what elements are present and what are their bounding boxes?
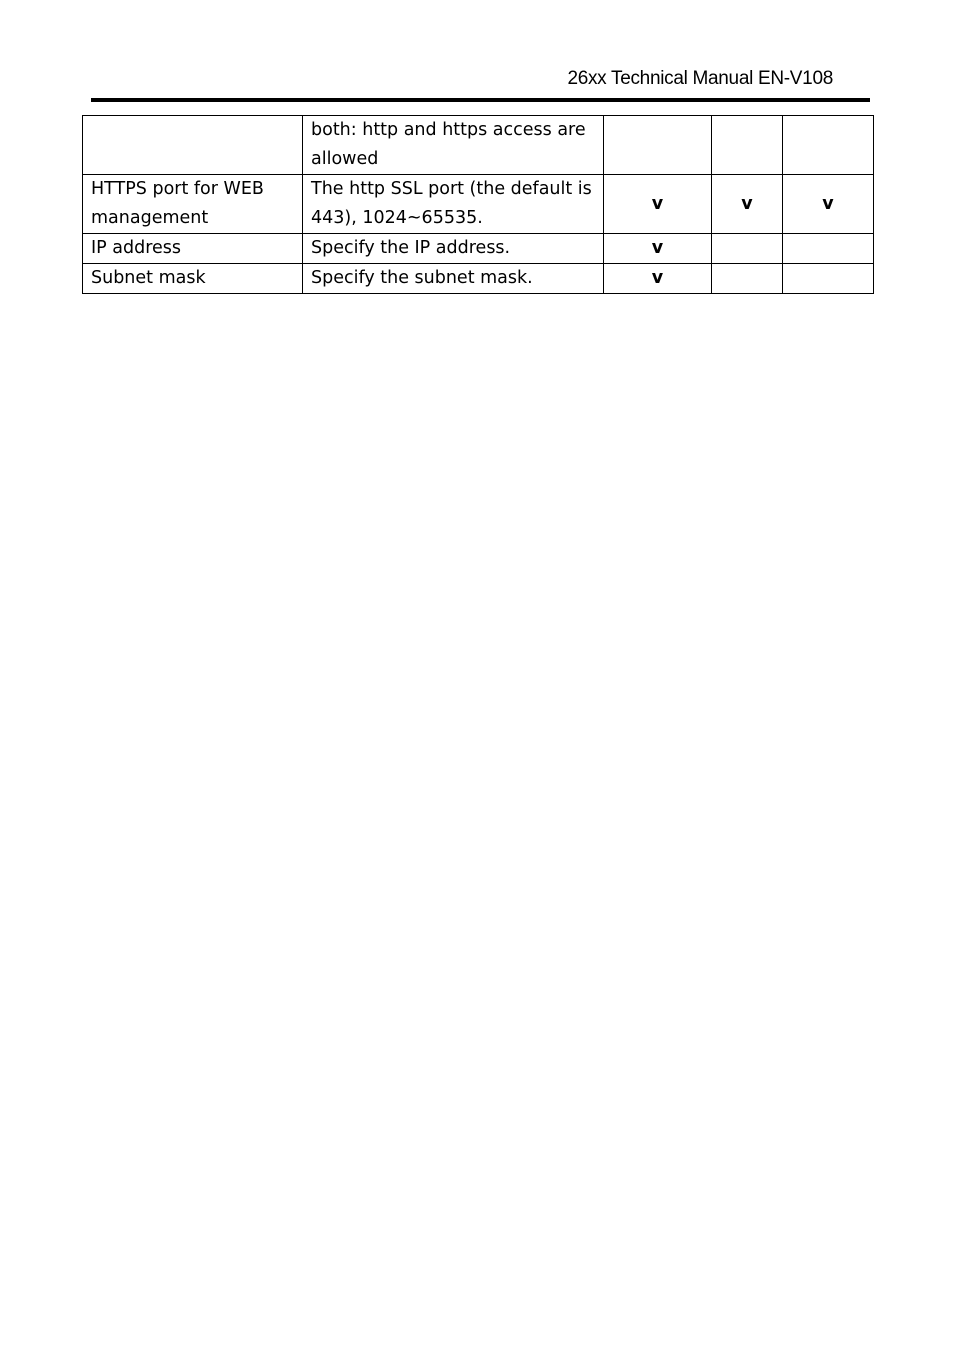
mark-cell: v	[604, 175, 712, 234]
mark-cell	[712, 234, 783, 264]
mark-cell: v	[783, 175, 874, 234]
parameter-cell: IP address	[83, 234, 303, 264]
mark-cell: v	[604, 264, 712, 294]
parameter-table	[82, 115, 874, 294]
parameter-cell	[83, 116, 303, 175]
description-cell: Specify the subnet mask.	[303, 264, 604, 294]
description-cell: The http SSL port (the default is 443), 1024~65535.	[303, 175, 604, 234]
mark-cell	[712, 116, 783, 175]
mark-cell: v	[604, 234, 712, 264]
table-row	[83, 116, 874, 175]
mark-cell: v	[712, 175, 783, 234]
parameter-cell: Subnet mask	[83, 264, 303, 294]
page-header-title: 26xx Technical Manual EN-V108	[567, 68, 833, 89]
table-row	[83, 264, 874, 294]
description-cell: both: http and https access are allowed	[303, 116, 604, 175]
header-divider	[91, 98, 870, 102]
mark-cell	[712, 264, 783, 294]
mark-cell	[783, 264, 874, 294]
mark-cell	[783, 234, 874, 264]
parameter-cell: HTTPS port for WEB management	[83, 175, 303, 234]
table-row	[83, 234, 874, 264]
mark-cell	[783, 116, 874, 175]
description-cell: Specify the IP address.	[303, 234, 604, 264]
mark-cell	[604, 116, 712, 175]
table-row	[83, 175, 874, 234]
